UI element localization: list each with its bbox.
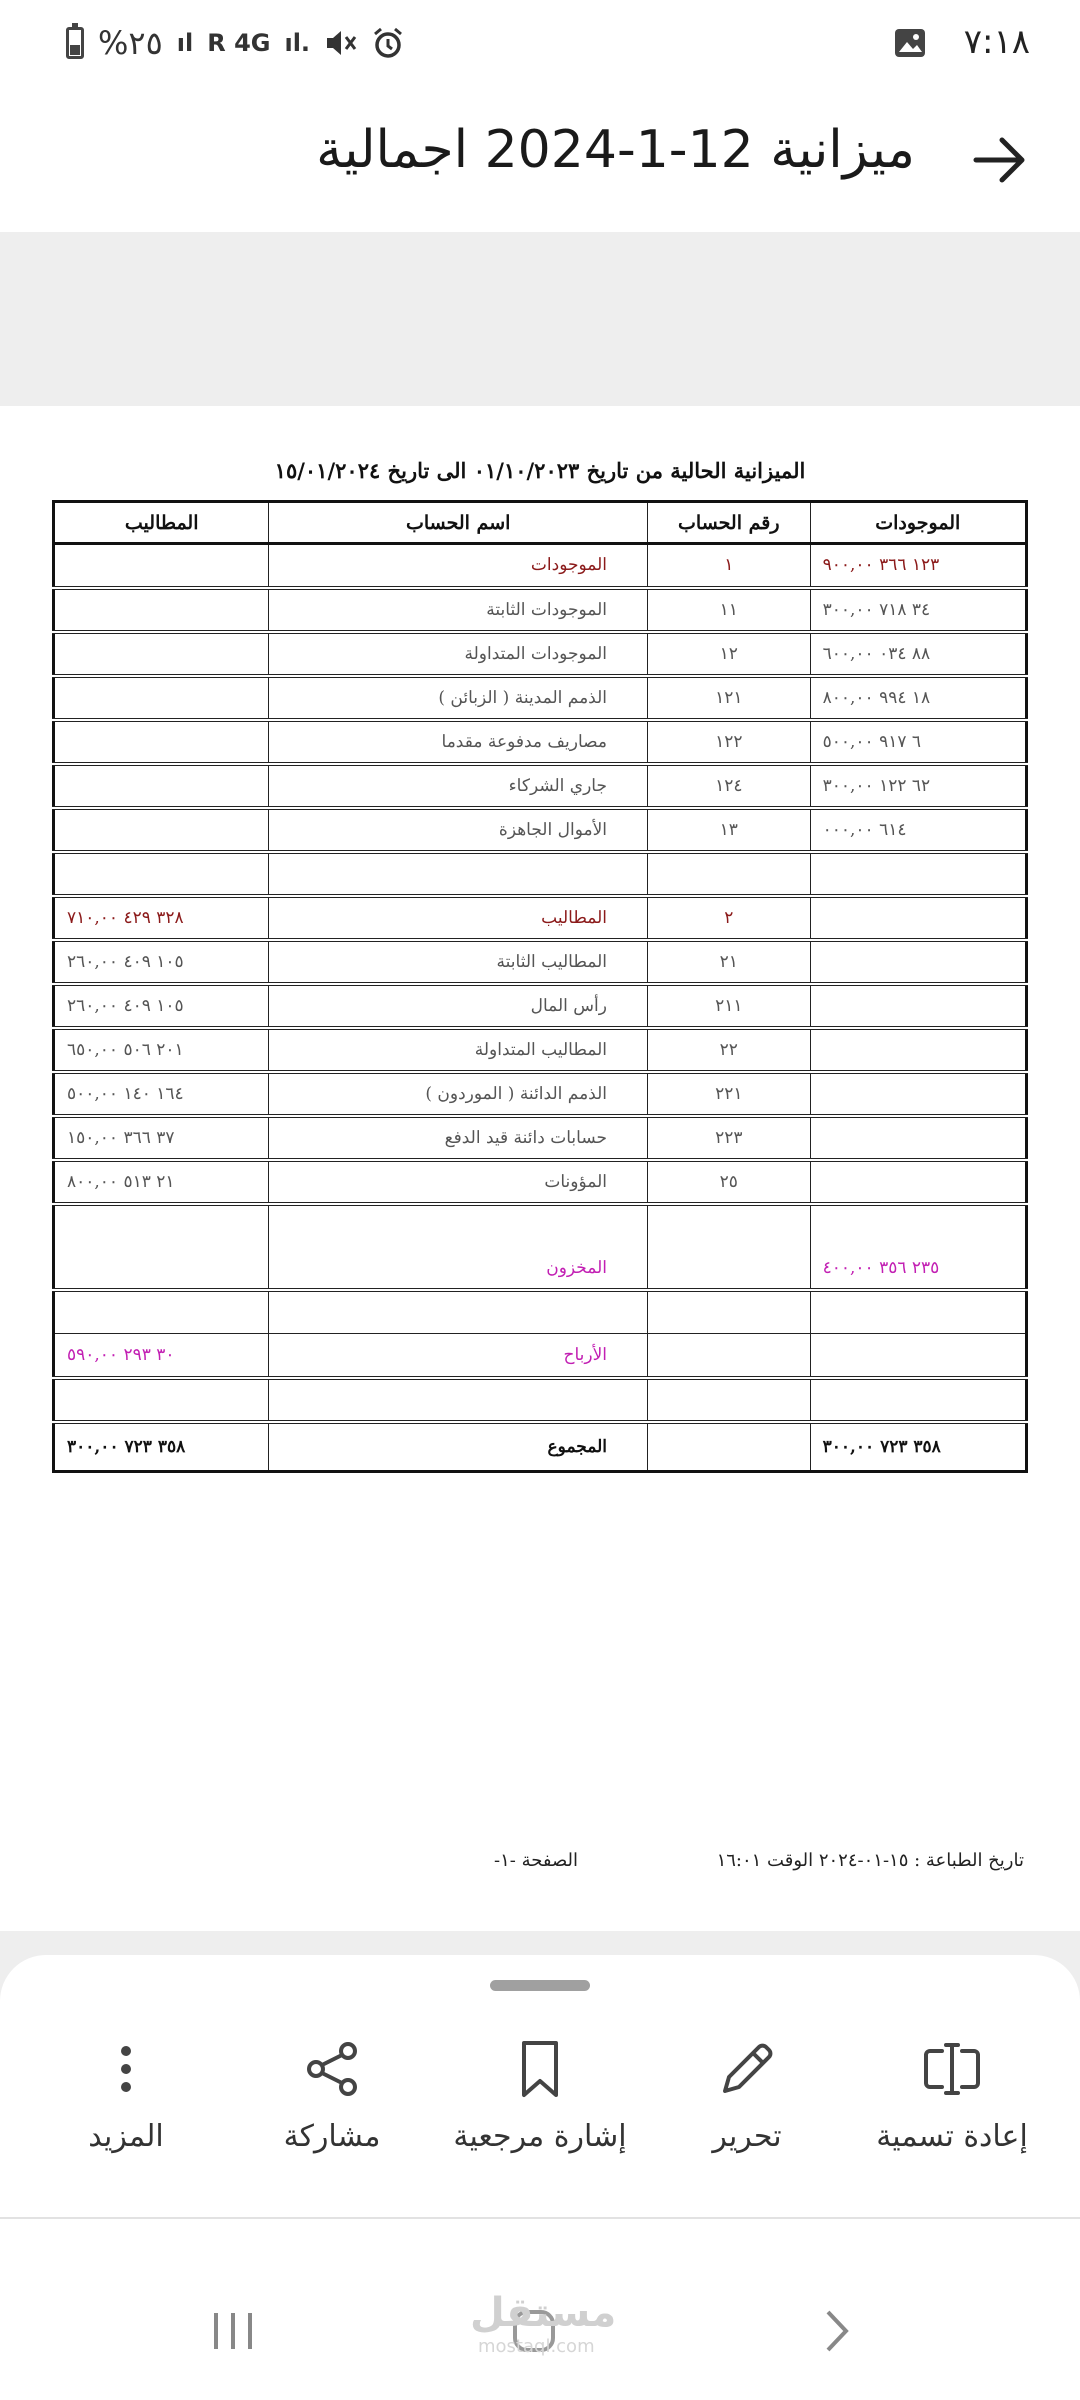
cell-account-name (269, 852, 648, 896)
table-row (54, 588, 1027, 632)
recents-icon (208, 2309, 258, 2353)
cell-account-number: ٢٢١ (648, 1072, 811, 1116)
table-row (54, 984, 1027, 1028)
table-row (54, 632, 1027, 676)
share-button[interactable] (232, 2037, 432, 2177)
table-row (54, 1072, 1027, 1116)
bookmark-button[interactable] (440, 2037, 640, 2177)
cell-account-number: ١٣ (648, 808, 811, 852)
cell-liabilities: ٣٧ ٣٦٦ ١٥٠,٠٠ (54, 1116, 269, 1160)
cell-account-number: ٢١ (648, 940, 811, 984)
cell-account-name: الذمم المدينة ( الزبائن ) (269, 676, 648, 720)
total-assets: ٣٥٨ ٧٢٣ ٣٠٠,٠٠ (810, 1422, 1026, 1472)
header-liabilities: المطاليب (54, 502, 269, 544)
back-button[interactable] (960, 120, 1040, 200)
total-liabilities: ٣٥٨ ٧٢٣ ٣٠٠,٠٠ (54, 1422, 269, 1472)
arrow-right-icon (972, 136, 1028, 184)
cell-liabilities (54, 852, 269, 896)
status-indicators (66, 24, 404, 62)
cell-assets: ٨٨ ٠٣٤ ٦٠٠,٠٠ (810, 632, 1026, 676)
header-assets: الموجودات (810, 502, 1026, 544)
cell-assets: ١٢٣ ٣٦٦ ٩٠٠,٠٠ (810, 544, 1026, 588)
inventory-assets: ٢٣٥ ٣٥٦ ٤٠٠,٠٠ (810, 1204, 1026, 1290)
share-icon (302, 2039, 362, 2099)
cell-assets (810, 896, 1026, 940)
inventory-row (54, 1204, 1027, 1290)
edit-button[interactable] (647, 2037, 847, 2177)
viewer-margin (0, 232, 1080, 406)
cell-account-number: ١٢٤ (648, 764, 811, 808)
profits-row (54, 1334, 1027, 1378)
cell-account-name: المطاليب الثابتة (269, 940, 648, 984)
cell-liabilities: ٢١ ٥١٣ ٨٠٠,٠٠ (54, 1160, 269, 1204)
cell-account-name: مصاريف مدفوعة مقدما (269, 720, 648, 764)
app-header (0, 90, 1080, 232)
cell-liabilities (54, 632, 269, 676)
cell-liabilities: ١٠٥ ٤٠٩ ٢٦٠,٠٠ (54, 984, 269, 1028)
table-row (54, 808, 1027, 852)
cell-liabilities (54, 720, 269, 764)
cell-account-number: ٢٢ (648, 1028, 811, 1072)
inventory-number (648, 1204, 811, 1290)
cell-liabilities (54, 808, 269, 852)
cell-assets (810, 1028, 1026, 1072)
watermark-url: mostaql.com (478, 2336, 595, 2357)
cell-liabilities: ١٠٥ ٤٠٩ ٢٦٠,٠٠ (54, 940, 269, 984)
cell-liabilities: ٢٠١ ٥٠٦ ٦٥٠,٠٠ (54, 1028, 269, 1072)
cell-account-name: جاري الشركاء (269, 764, 648, 808)
pencil-icon (717, 2039, 777, 2099)
bookmark-icon (516, 2039, 564, 2099)
cell-liabilities (54, 544, 269, 588)
cell-account-number: ١١ (648, 588, 811, 632)
cell-assets: ٦ ٩١٧ ٥٠٠,٠٠ (810, 720, 1026, 764)
cell-liabilities (54, 588, 269, 632)
profits-liabilities: ٣٠ ٢٩٣ ٥٩٠,٠٠ (54, 1334, 269, 1378)
cell-liabilities (54, 676, 269, 720)
cell-account-name: المطاليب (269, 896, 648, 940)
table-header-row (54, 502, 1027, 544)
table-row (54, 720, 1027, 764)
cell-account-number (648, 852, 811, 896)
cell-account-name: المطاليب المتداولة (269, 1028, 648, 1072)
cell-assets (810, 1072, 1026, 1116)
cell-account-number: ٢١١ (648, 984, 811, 1028)
table-row (54, 676, 1027, 720)
inventory-name: المخزون (269, 1204, 648, 1290)
network-label: R 4G (207, 29, 271, 57)
cell-assets (810, 940, 1026, 984)
image-icon (894, 28, 926, 58)
more-label: المزيد (88, 2119, 164, 2154)
watermark-logo: مستقل (470, 2290, 617, 2336)
more-button[interactable] (26, 2037, 226, 2177)
balance-sheet-table (52, 500, 1028, 1473)
document-heading: الميزانية الحالية من تاريخ ٠١/١٠/٢٠٢٣ الى تاريخ ١٥/٠١/٢٠٢٤ (274, 458, 806, 483)
cell-assets: ٣٤ ٧١٨ ٣٠٠,٠٠ (810, 588, 1026, 632)
print-date: تاريخ الطباعة : ١٥-٠١-٢٠٢٤ الوقت ١٦:٠١ (716, 1850, 1024, 1871)
rename-icon (922, 2041, 982, 2097)
cell-account-name: المؤونات (269, 1160, 648, 1204)
inventory-liabilities (54, 1204, 269, 1290)
header-account-name: اسم الحساب (269, 502, 648, 544)
status-bar (0, 0, 1080, 90)
cell-assets (810, 852, 1026, 896)
cell-liabilities: ١٦٤ ١٤٠ ٥٠٠,٠٠ (54, 1072, 269, 1116)
total-number (648, 1422, 811, 1472)
action-bar (0, 2037, 1080, 2177)
rename-button[interactable] (852, 2037, 1052, 2177)
battery-percent: %٢٥ (98, 24, 163, 62)
status-time: ٧:١٨ (963, 22, 1030, 62)
cell-account-number: ١٢١ (648, 676, 811, 720)
cell-account-number: ١ (648, 544, 811, 588)
back-nav-button[interactable] (786, 2296, 886, 2366)
cell-account-number: ٢٥ (648, 1160, 811, 1204)
cell-liabilities (54, 764, 269, 808)
profits-name: الأرباح (269, 1334, 648, 1378)
empty-row (54, 1378, 1027, 1422)
cell-account-name: الموجودات (269, 544, 648, 588)
chevron-right-icon (816, 2306, 856, 2356)
sheet-divider (0, 2217, 1080, 2219)
signal-icon: ıl (176, 29, 194, 57)
table-row (54, 940, 1027, 984)
cell-account-name: الأموال الجاهزة (269, 808, 648, 852)
table-row (54, 852, 1027, 896)
mute-icon (324, 28, 358, 58)
cell-assets: ٦٢ ١٢٢ ٣٠٠,٠٠ (810, 764, 1026, 808)
share-label: مشاركة (283, 2119, 381, 2154)
alarm-icon (372, 27, 404, 59)
cell-account-name: رأس المال (269, 984, 648, 1028)
table-row (54, 1160, 1027, 1204)
cell-assets: ١٨ ٩٩٤ ٨٠٠,٠٠ (810, 676, 1026, 720)
table-row (54, 896, 1027, 940)
cell-assets (810, 1160, 1026, 1204)
cell-account-number: ١٢٢ (648, 720, 811, 764)
cell-account-number: ١٢ (648, 632, 811, 676)
cell-account-name: الموجودات المتداولة (269, 632, 648, 676)
bookmark-label: إشارة مرجعية (453, 2119, 627, 2154)
table-row (54, 544, 1027, 588)
signal-icon-2: ıl. (284, 29, 311, 57)
more-vertical-icon (116, 2039, 136, 2099)
header-account-number: رقم الحساب (648, 502, 811, 544)
cell-assets (810, 984, 1026, 1028)
cell-account-number: ٢٢٣ (648, 1116, 811, 1160)
document-page[interactable] (0, 406, 1080, 1931)
edit-label: تحرير (712, 2119, 782, 2154)
battery-icon (66, 27, 84, 59)
cell-assets: ٦١٤ ٠٠٠,٠٠ (810, 808, 1026, 852)
page-number: الصفحة -١- (494, 1850, 579, 1871)
total-name: المجموع (269, 1422, 648, 1472)
table-row (54, 764, 1027, 808)
cell-account-name: الموجودات الثابتة (269, 588, 648, 632)
table-row (54, 1028, 1027, 1072)
recents-button[interactable] (183, 2296, 283, 2366)
total-row (54, 1422, 1027, 1472)
profits-number (648, 1334, 811, 1378)
empty-row (54, 1290, 1027, 1334)
cell-liabilities: ٣٢٨ ٤٢٩ ٧١٠,٠٠ (54, 896, 269, 940)
profits-assets (810, 1334, 1026, 1378)
document-title: ميزانية 12-1-2024 اجمالية (316, 120, 915, 180)
rename-label: إعادة تسمية (876, 2119, 1028, 2154)
cell-account-name: حسابات دائنة قيد الدفع (269, 1116, 648, 1160)
cell-account-number: ٢ (648, 896, 811, 940)
cell-assets (810, 1116, 1026, 1160)
drag-handle[interactable] (490, 1980, 590, 1991)
cell-account-name: الذمم الدائنة ( الموردون ) (269, 1072, 648, 1116)
table-row (54, 1116, 1027, 1160)
balance-rows (54, 544, 1027, 1204)
